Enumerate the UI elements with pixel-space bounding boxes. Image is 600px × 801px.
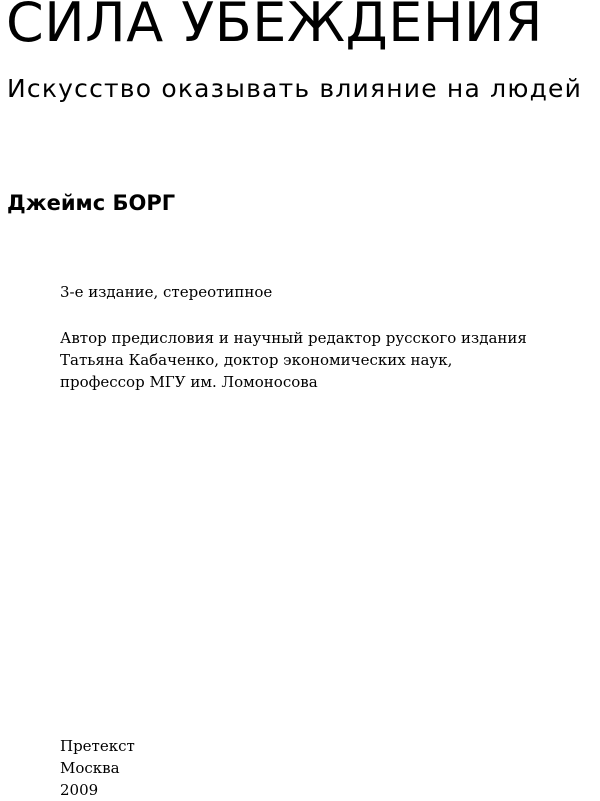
imprint	[60, 735, 135, 801]
editor-line: профессор МГУ им. Ломоносова	[60, 373, 318, 391]
editor-line: Автор предисловия и научный редактор русского издания	[60, 329, 527, 347]
book-title: СИЛА УБЕЖДЕНИЯ	[6, 0, 543, 54]
publisher-name: Претекст	[60, 737, 135, 755]
editor-info	[60, 327, 527, 393]
edition-note: 3-е издание, стереотипное	[60, 283, 273, 301]
publication-year: 2009	[60, 781, 99, 799]
publication-city: Москва	[60, 759, 120, 777]
book-subtitle: Искусство оказывать влияние на людей	[7, 74, 583, 103]
editor-line: Татьяна Кабаченко, доктор экономических наук,	[60, 351, 453, 369]
author-name: Джеймс БОРГ	[7, 191, 176, 215]
